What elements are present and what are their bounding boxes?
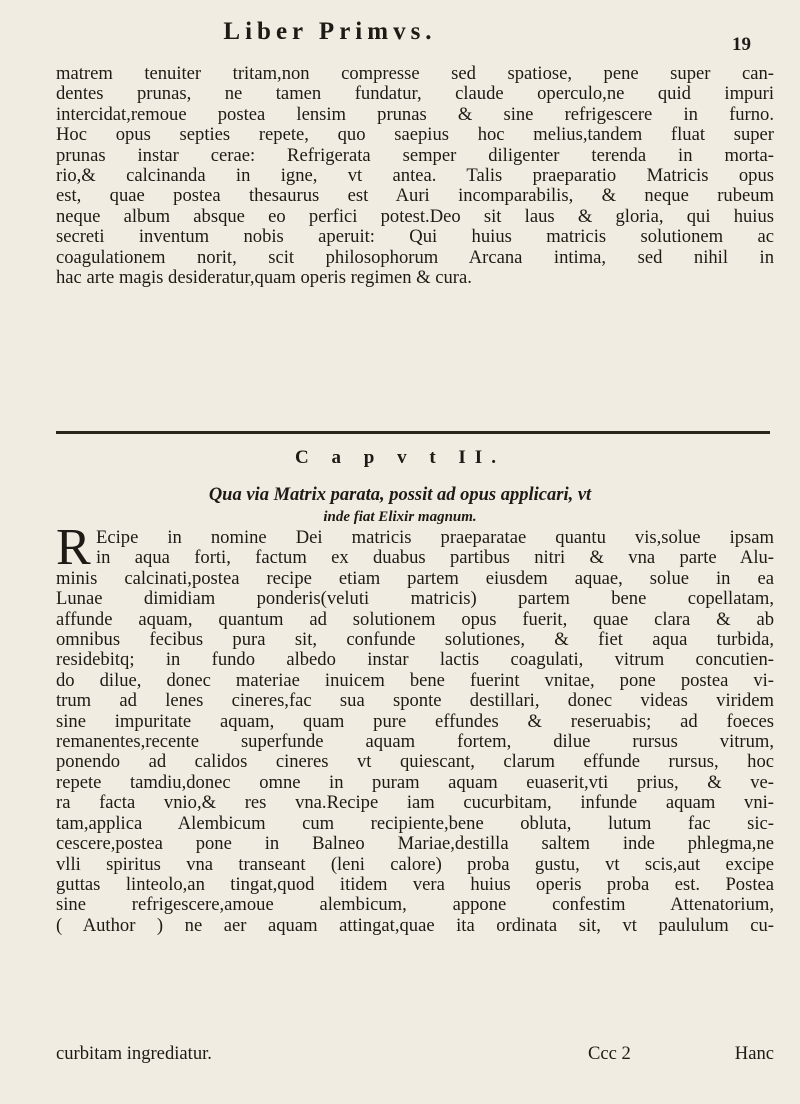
section-divider <box>56 431 770 434</box>
text-line: omnibus fecibus pura sit, confunde solutiones, & fiet aqua turbida, <box>56 629 774 651</box>
text-line: ( Author ) ne aer aquam attingat,quae ita ordinata sit, vt paululum cu- <box>56 914 774 936</box>
text-line: cescere,postea pone in Balneo Mariae,destilla saltem inde phlegma,ne <box>56 833 774 855</box>
text-line: neque album absque eo perfici potest.Deo sit laus & gloria, qui huius <box>56 205 774 227</box>
chapter-subtitle-line-2: inde fiat Elixir magnum. <box>323 509 477 525</box>
text-line: remanentes,recente superfunde aquam fortem, dilue rursus vitrum, <box>56 731 774 753</box>
text-line: guttas linteolo,an tingat,quod itidem vera huius operis proba est. Postea <box>56 873 774 895</box>
text-line: matrem tenuiter tritam,non compresse sed spatiose, pene super can- <box>56 63 774 84</box>
paragraph-1 <box>56 64 774 288</box>
text-line: hac arte magis desideratur,quam operis regimen & cura. <box>56 267 472 289</box>
text-line: tam,applica Alembicum cum recipiente,bene obluta, lutum fac sic- <box>56 812 774 834</box>
text-line: intercidat,remoue postea lensim prunas & sine refrigescere in furno. <box>56 103 774 125</box>
catchword: Hanc <box>734 1043 774 1064</box>
text-line: in aqua forti, factum ex duabus partibus nitri & vna parte Alu- <box>96 547 774 569</box>
text-line: sine impuritate aquam, quam pure effundes & reseruabis; ad foeces <box>56 710 774 732</box>
text-line: dentes prunas, ne tamen fundatur, claude operculo,ne quid impuri <box>56 83 774 105</box>
text-line: residebitq; in fundo albedo instar lactis coagulati, vitrum concutien- <box>56 649 774 671</box>
text-line: secreti inventum nobis aperuit: Qui huius matricis solutionem ac <box>56 226 774 248</box>
chapter-subtitle <box>0 484 800 528</box>
text-line: ponendo ad calidos cineres vt quiescant, clarum effunde rursus, hoc <box>56 751 774 773</box>
text-line: est, quae postea thesaurus est Auri incomparabilis, & neque rubeum <box>56 185 774 207</box>
text-line: sine refrigescere,amoue alembicum, appone confestim Attenatorium, <box>56 894 774 916</box>
paragraph-2 <box>56 519 774 936</box>
signature-mark: Ccc 2 <box>588 1043 631 1064</box>
text-line: Lunae dimidiam ponderis(veluti matricis) partem bene copellatam, <box>56 588 774 610</box>
text-line: minis calcinati,postea recipe etiam partem eiusdem aquae, solue in ea <box>56 567 774 589</box>
chapter-title: C a p v t II. <box>295 447 505 468</box>
text-line: do dilue, donec materiae inuicem bene fuerint vnitae, pone postea vi- <box>56 669 774 691</box>
running-head: Liber Primvs. <box>223 18 437 45</box>
text-line: trum ad lenes cineres,fac sua sponte destillari, donec videas viridem <box>56 690 774 712</box>
chapter-subtitle-line-1: Qua via Matrix parata, possit ad opus applicari, vt <box>208 485 592 505</box>
drop-cap: R <box>56 519 91 576</box>
page-footer <box>56 1043 774 1065</box>
text-line: rio,& calcinanda in igne, vt antea. Talis praeparatio Matricis opus <box>56 165 774 187</box>
text-line: repete tamdiu,donec omne in puram aquam euaserit,vti prius, & ve- <box>56 771 774 793</box>
text-line: Ecipe in nomine Dei matricis praeparatae quantu vis,solue ipsam <box>96 527 774 548</box>
text-line: vlli spiritus vna transeant (leni calore) proba gustu, vt scis,aut excipe <box>56 853 774 875</box>
text-line: affunde aquam, quantum ad solutionem opus fuerit, quae clara & ab <box>56 608 774 630</box>
text-line: Hoc opus septies repete, quo saepius hoc melius,tandem fluat super <box>56 124 774 146</box>
page-number: 19 <box>732 34 751 55</box>
text-line: ra facta vnio,& res vna.Recipe iam cucurbitam, infunde aquam vni- <box>56 792 774 814</box>
text-line: prunas instar cerae: Refrigerata semper diligenter terenda in morta- <box>56 144 774 166</box>
last-text-line: curbitam ingrediatur. <box>56 1043 212 1064</box>
text-line: coagulationem norit, scit philosophorum Arcana intima, sed nihil in <box>56 246 774 268</box>
